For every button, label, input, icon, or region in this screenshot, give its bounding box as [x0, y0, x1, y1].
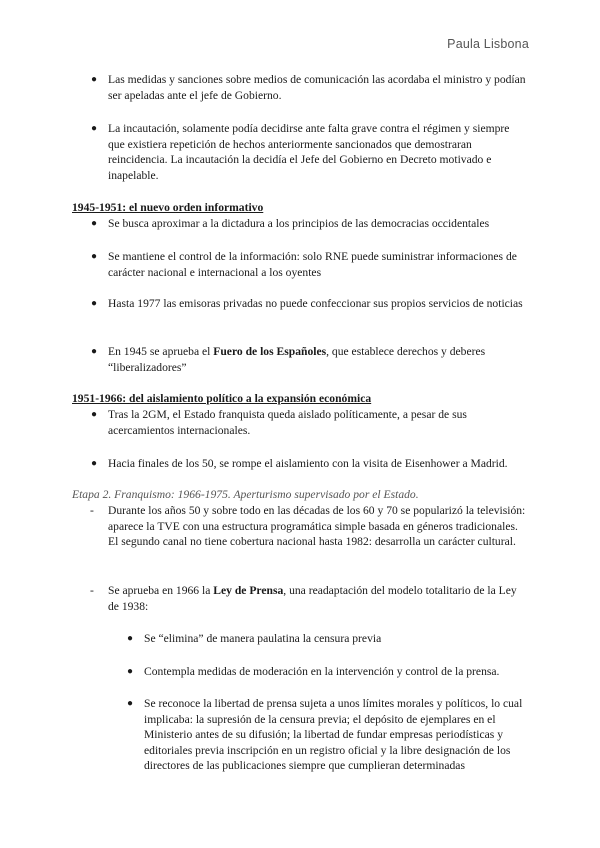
list-item-text: Hacia finales de los 50, se rompe el aislamiento con la visita de Eisenhower a Madrid. [108, 457, 508, 470]
bullet-icon: ● [91, 298, 98, 309]
list-item-text [108, 584, 517, 613]
bullet-icon: ● [91, 218, 98, 229]
list-item [91, 121, 528, 183]
list-item-text: Se “elimina” de manera paulatina la censura previa [144, 632, 382, 645]
bold-term: Ley de Prensa [213, 584, 284, 597]
list-item-text: Se reconoce la libertad de prensa sujeta a unos límites morales y políticos, lo cual implicaba: la supresión de la censura previa; el depósito de ejemplares en el Ministerio antes de su difusión; la libertad de fundar empresas periodísticas y editoriales previa inscripción en un registro oficial y la libre designación de los directores de las publicaciones siempre que cumplieran determinadas [144, 697, 523, 773]
list-item [91, 407, 528, 438]
dash-icon: - [90, 584, 94, 597]
bullet-icon: ● [127, 666, 134, 677]
list-item-text: Hasta 1977 las emisoras privadas no puede confeccionar sus propios servicios de noticias [108, 297, 523, 310]
list-item-text: Se busca aproximar a la dictadura a los principios de las democracias occidentales [108, 217, 490, 230]
list-item [91, 72, 528, 103]
bullet-icon: ● [127, 633, 134, 644]
list-item-text: Las medidas y sanciones sobre medios de comunicación las acordaba el ministro y podían ser apeladas ante el jefe de Gobierno. [108, 73, 526, 102]
list-item-text: Contempla medidas de moderación en la intervención y control de la prensa. [144, 665, 500, 678]
section-heading: 1945-1951: el nuevo orden informativo [72, 201, 264, 214]
bullet-icon: ● [91, 409, 98, 420]
list-item [91, 216, 528, 232]
list-item [91, 296, 528, 312]
section-heading: 1951-1966: del aislamiento político a la expansión económica [72, 392, 372, 405]
bullet-icon: ● [91, 346, 98, 357]
text-run: , que establece derechos y deberes “liberalizadores” [108, 345, 486, 374]
list-item-text: Tras la 2GM, el Estado franquista queda aislado políticamente, a pesar de sus acercamientos internacionales. [108, 408, 467, 437]
sub-list-item [127, 696, 529, 774]
bullet-icon: ● [91, 251, 98, 262]
list-item [90, 583, 528, 614]
bullet-icon: ● [91, 458, 98, 469]
sub-list-item [127, 664, 536, 680]
bullet-icon: ● [127, 698, 134, 709]
list-item-text: Se mantiene el control de la información: solo RNE puede suministrar informaciones de carácter nacional e internacional a los oyentes [108, 250, 517, 279]
text-run: , una readaptación del modelo totalitario de la Ley de 1938: [108, 584, 517, 613]
dash-icon: - [90, 504, 94, 517]
list-item-text [108, 345, 485, 374]
list-item [91, 344, 528, 375]
text-run: En 1945 se aprueba el [108, 345, 214, 358]
bullet-icon: ● [91, 123, 98, 134]
sub-list-item [127, 631, 529, 647]
list-item [91, 456, 538, 472]
list-item-text: Durante los años 50 y sobre todo en las décadas de los 60 y 70 se popularizó la televisión: aparece la TVE con una estructura programática simple basada en géneros tradicionales. El segundo canal no tiene cobertura nacional hasta 1982: desarrolla un carácter cultural. [108, 504, 526, 549]
stage-title: Etapa 2. Franquismo: 1966-1975. Aperturismo supervisado por el Estado. [72, 488, 419, 501]
bold-term: Fuero de los Españoles [213, 345, 327, 358]
text-run: Se aprueba en 1966 la [108, 584, 214, 597]
list-item [90, 503, 528, 550]
list-item-text: La incautación, solamente podía decidirse ante falta grave contra el régimen y siempre que existiera repetición de hechos anteriormente sancionados que demostraran reincidencia. La incautación la decidía el Jefe del Gobierno en Decreto motivado e inapelable. [108, 122, 510, 182]
author-name: Paula Lisbona [447, 37, 529, 51]
bullet-icon: ● [91, 74, 98, 85]
list-item [91, 249, 528, 280]
